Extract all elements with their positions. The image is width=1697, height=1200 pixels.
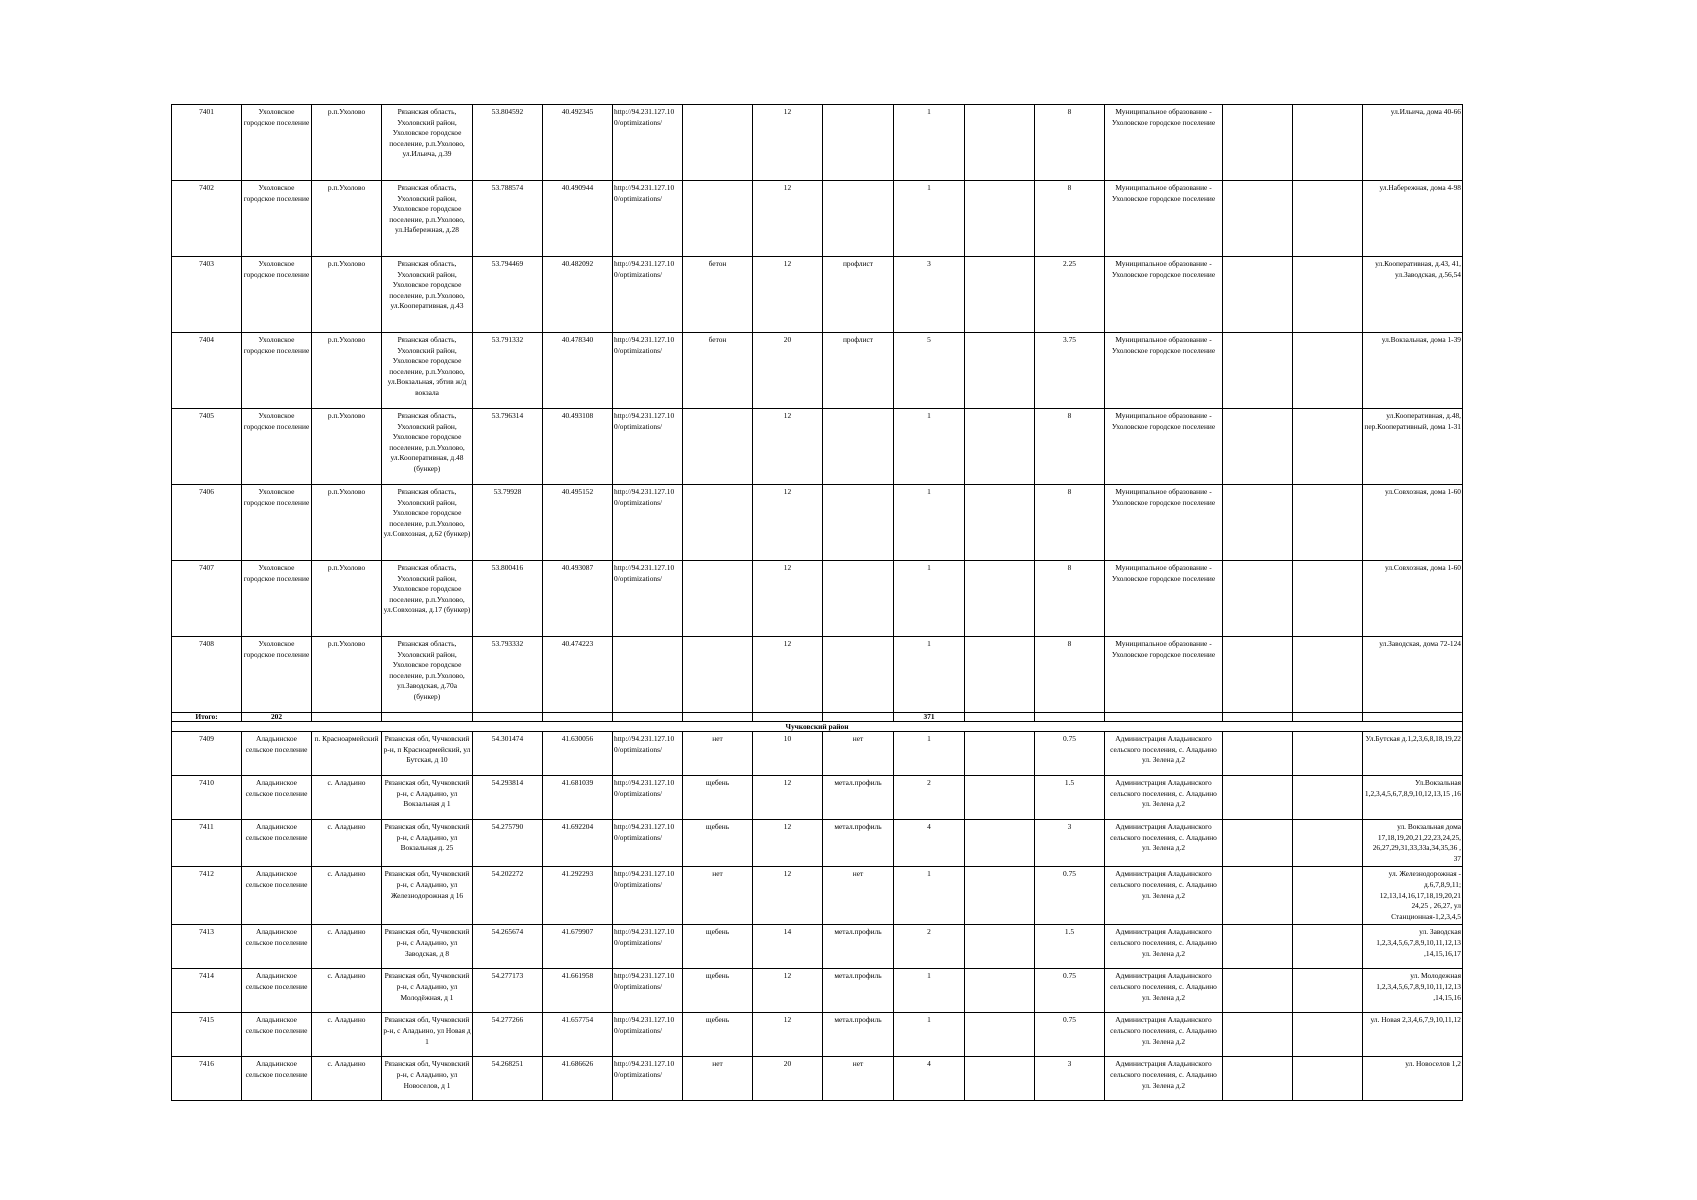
cell-served-objects: Ул.Бутская д.1,2,3,6,8,18,19,22 xyxy=(1363,732,1463,776)
cell-fence xyxy=(823,485,894,561)
cell-owner: Администрация Аладьинского сельского поселения, с. Аладьино ул. Зелена д.2 xyxy=(1105,969,1223,1013)
cell-settlement: Ухоловское городское поселение xyxy=(242,637,312,713)
cell-address: Рязанская область, Ухоловский район, Ухоловское городское поселение, р.п.Ухолово, ул.Совхозная, д.17 (бункер) xyxy=(382,561,473,637)
cell-link: http://94.231.127.10 0/optimizations/ xyxy=(613,969,683,1013)
cell-longitude: 41.681039 xyxy=(543,776,613,820)
cell-longitude: 40.490944 xyxy=(543,181,613,257)
cell-locality: р.п.Ухолово xyxy=(312,333,382,409)
cell-id: 7416 xyxy=(172,1057,242,1101)
cell-served-objects: ул. Заводская 1,2,3,4,5,6,7,8,9,10,11,12,13 ,14,15,16,17 xyxy=(1363,925,1463,969)
cell-fence: метал.профиль xyxy=(823,1013,894,1057)
cell-base: нет xyxy=(683,732,753,776)
cell-owner: Муниципальное образование - Ухоловское городское поселение xyxy=(1105,333,1223,409)
cell-empty-16 xyxy=(1293,969,1363,1013)
cell-link: http://94.231.127.10 0/optimizations/ xyxy=(613,732,683,776)
cell-base: бетон xyxy=(683,333,753,409)
cell-address: Рязанская обл, Чучковский р-н, с Аладьино, ул Новоселов, д 1 xyxy=(382,1057,473,1101)
cell-served-objects: ул.Совхозная, дома 1-60 xyxy=(1363,561,1463,637)
cell-served-objects: ул.Заводская, дома 72-124 xyxy=(1363,637,1463,713)
cell-empty-15 xyxy=(1223,732,1293,776)
table-row xyxy=(172,1013,1463,1057)
cell-owner: Администрация Аладьинского сельского поселения, с. Аладьино ул. Зелена д.2 xyxy=(1105,776,1223,820)
cell-longitude: 40.482092 xyxy=(543,257,613,333)
cell-latitude: 53.793332 xyxy=(473,637,543,713)
cell-served-objects: ул.Кооперативная, д.48, пер.Кооперативный, дома 1-31 xyxy=(1363,409,1463,485)
cell-volume: 3 xyxy=(1035,1057,1105,1101)
cell-empty-15 xyxy=(1223,333,1293,409)
cell-latitude: 53.79928 xyxy=(473,485,543,561)
cell-locality: с. Аладьино xyxy=(312,1057,382,1101)
cell-empty-12 xyxy=(965,732,1035,776)
cell-longitude: 40.493087 xyxy=(543,561,613,637)
cell-base xyxy=(683,485,753,561)
cell-served-objects: ул. Новая 2,3,4,6,7,9,10,11,12 xyxy=(1363,1013,1463,1057)
cell-owner: Администрация Аладьинского сельского поселения, с. Аладьино ул. Зелена д.2 xyxy=(1105,925,1223,969)
cell-containers: 1 xyxy=(894,105,965,181)
cell-containers: 1 xyxy=(894,561,965,637)
cell-link: http://94.231.127.10 0/optimizations/ xyxy=(613,181,683,257)
cell-base: щебень xyxy=(683,1013,753,1057)
cell-empty-12 xyxy=(965,820,1035,867)
cell-link: http://94.231.127.10 0/optimizations/ xyxy=(613,485,683,561)
cell-empty-15 xyxy=(1223,969,1293,1013)
cell-fence: нет xyxy=(823,732,894,776)
ukholovo-rows xyxy=(172,105,1463,713)
cell-area: 12 xyxy=(753,409,823,485)
cell-empty-12 xyxy=(965,969,1035,1013)
cell-longitude: 40.478340 xyxy=(543,333,613,409)
cell-served-objects: ул.Совхозная, дома 1-60 xyxy=(1363,485,1463,561)
cell-containers: 1 xyxy=(894,485,965,561)
cell-area: 20 xyxy=(753,1057,823,1101)
cell-owner: Администрация Аладьинского сельского поселения, с. Аладьино ул. Зелена д.2 xyxy=(1105,1013,1223,1057)
cell-containers: 1 xyxy=(894,867,965,925)
cell-containers: 1 xyxy=(894,969,965,1013)
cell-served-objects: ул. Молодежная 1,2,3,4,5,6,7,8,9,10,11,12,13 ,14,15,16 xyxy=(1363,969,1463,1013)
cell-link: http://94.231.127.10 0/optimizations/ xyxy=(613,409,683,485)
cell-base: щебень xyxy=(683,969,753,1013)
cell-locality: р.п.Ухолово xyxy=(312,637,382,713)
cell-empty-16 xyxy=(1293,485,1363,561)
cell-served-objects: ул. Железнодорожная - д.6,7,8,9,11; 12,13,14,16,17,18,19,20,21 24,25 , 26,27, ул Станционная-1,2,3,4,5 xyxy=(1363,867,1463,925)
cell-containers: 1 xyxy=(894,732,965,776)
cell-empty-15 xyxy=(1223,181,1293,257)
table-row xyxy=(172,409,1463,485)
cell-served-objects: ул.Кооперативная, д.43, 41, ул.Заводская, д.56,54 xyxy=(1363,257,1463,333)
cell-area: 12 xyxy=(753,257,823,333)
cell-containers: 1 xyxy=(894,1013,965,1057)
cell-owner: Муниципальное образование - Ухоловское городское поселение xyxy=(1105,181,1223,257)
cell-volume: 0.75 xyxy=(1035,867,1105,925)
cell-id: 7403 xyxy=(172,257,242,333)
cell-volume: 8 xyxy=(1035,561,1105,637)
cell-empty-15 xyxy=(1223,776,1293,820)
table-row xyxy=(172,820,1463,867)
cell-fence: профлист xyxy=(823,257,894,333)
cell-latitude: 54.265674 xyxy=(473,925,543,969)
district-name: Чучковский район xyxy=(172,722,1463,732)
cell-address: Рязанская область, Ухоловский район, Ухоловское городское поселение, р.п.Ухолово, ул.Ильича, д.39 xyxy=(382,105,473,181)
cell-owner: Муниципальное образование - Ухоловское городское поселение xyxy=(1105,485,1223,561)
cell-empty-12 xyxy=(965,181,1035,257)
cell-empty-12 xyxy=(965,333,1035,409)
cell-settlement: Аладьинское сельское поселение xyxy=(242,867,312,925)
cell-fence xyxy=(823,637,894,713)
cell-empty-16 xyxy=(1293,257,1363,333)
cell-area: 20 xyxy=(753,333,823,409)
cell-containers: 1 xyxy=(894,637,965,713)
cell-settlement: Ухоловское городское поселение xyxy=(242,333,312,409)
cell-longitude: 41.692204 xyxy=(543,820,613,867)
cell-address: Рязанская обл, Чучковский р-н, с Аладьино, ул Железнодорожная д 16 xyxy=(382,867,473,925)
cell-empty-12 xyxy=(965,105,1035,181)
table-row xyxy=(172,867,1463,925)
cell-link: http://94.231.127.10 0/optimizations/ xyxy=(613,776,683,820)
cell-id: 7406 xyxy=(172,485,242,561)
cell-latitude: 53.796314 xyxy=(473,409,543,485)
cell-empty-16 xyxy=(1293,732,1363,776)
cell-owner: Администрация Аладьинского сельского поселения, с. Аладьино ул. Зелена д.2 xyxy=(1105,867,1223,925)
table-row xyxy=(172,925,1463,969)
cell-fence: метал.профиль xyxy=(823,776,894,820)
cell-empty-12 xyxy=(965,409,1035,485)
cell-latitude: 53.804592 xyxy=(473,105,543,181)
table-row xyxy=(172,333,1463,409)
cell-locality: р.п.Ухолово xyxy=(312,561,382,637)
cell-settlement: Аладьинское сельское поселение xyxy=(242,732,312,776)
cell-served-objects: Ул.Вокзальная 1,2,3,4,5,6,7,8,9,10,12,13,15 ,16 xyxy=(1363,776,1463,820)
cell-longitude: 40.493108 xyxy=(543,409,613,485)
cell-settlement: Ухоловское городское поселение xyxy=(242,409,312,485)
cell-empty-15 xyxy=(1223,105,1293,181)
cell-area: 10 xyxy=(753,732,823,776)
cell-area: 12 xyxy=(753,105,823,181)
cell-volume: 8 xyxy=(1035,181,1105,257)
cell-containers: 4 xyxy=(894,1057,965,1101)
cell-served-objects: ул.Набережная, дома 4-98 xyxy=(1363,181,1463,257)
cell-base: щебень xyxy=(683,925,753,969)
table-row xyxy=(172,732,1463,776)
cell-longitude: 41.630056 xyxy=(543,732,613,776)
cell-id: 7405 xyxy=(172,409,242,485)
cell-empty-15 xyxy=(1223,1013,1293,1057)
cell-empty-12 xyxy=(965,257,1035,333)
cell-containers: 5 xyxy=(894,333,965,409)
cell-owner: Администрация Аладьинского сельского поселения, с. Аладьино ул. Зелена д.2 xyxy=(1105,732,1223,776)
cell-base: нет xyxy=(683,867,753,925)
cell-id: 7404 xyxy=(172,333,242,409)
cell-id: 7415 xyxy=(172,1013,242,1057)
cell-settlement: Ухоловское городское поселение xyxy=(242,257,312,333)
cell-area: 12 xyxy=(753,1013,823,1057)
cell-locality: р.п.Ухолово xyxy=(312,409,382,485)
cell-latitude: 53.800416 xyxy=(473,561,543,637)
cell-latitude: 54.277173 xyxy=(473,969,543,1013)
cell-settlement: Аладьинское сельское поселение xyxy=(242,820,312,867)
cell-volume: 8 xyxy=(1035,409,1105,485)
cell-area: 12 xyxy=(753,820,823,867)
cell-longitude: 41.686626 xyxy=(543,1057,613,1101)
cell-longitude: 41.292293 xyxy=(543,867,613,925)
cell-empty-12 xyxy=(965,1013,1035,1057)
cell-longitude: 40.492345 xyxy=(543,105,613,181)
cell-locality: р.п.Ухолово xyxy=(312,105,382,181)
cell-fence: метал.профиль xyxy=(823,969,894,1013)
cell-latitude: 54.275790 xyxy=(473,820,543,867)
cell-empty-12 xyxy=(965,867,1035,925)
cell-link: http://94.231.127.10 0/optimizations/ xyxy=(613,925,683,969)
cell-link xyxy=(613,637,683,713)
cell-link: http://94.231.127.10 0/optimizations/ xyxy=(613,561,683,637)
cell-settlement: Ухоловское городское поселение xyxy=(242,181,312,257)
cell-empty-15 xyxy=(1223,257,1293,333)
cell-id: 7412 xyxy=(172,867,242,925)
total-label: Итого: xyxy=(172,713,242,722)
cell-volume: 3.75 xyxy=(1035,333,1105,409)
cell-latitude: 54.202272 xyxy=(473,867,543,925)
cell-address: Рязанская обл, Чучковский р-н, п Красноармейский, ул Бутская, д 10 xyxy=(382,732,473,776)
cell-settlement: Аладьинское сельское поселение xyxy=(242,925,312,969)
cell-id: 7413 xyxy=(172,925,242,969)
cell-latitude: 53.794469 xyxy=(473,257,543,333)
cell-address: Рязанская обл, Чучковский р-н, с Аладьино, ул Вокзальная д. 25 xyxy=(382,820,473,867)
waste-sites-table xyxy=(171,104,1463,1101)
cell-fence xyxy=(823,181,894,257)
cell-area: 12 xyxy=(753,485,823,561)
cell-empty-15 xyxy=(1223,485,1293,561)
cell-longitude: 41.661958 xyxy=(543,969,613,1013)
cell-link: http://94.231.127.10 0/optimizations/ xyxy=(613,1013,683,1057)
cell-base: бетон xyxy=(683,257,753,333)
cell-id: 7414 xyxy=(172,969,242,1013)
cell-settlement: Аладьинское сельское поселение xyxy=(242,1057,312,1101)
cell-locality: с. Аладьино xyxy=(312,1013,382,1057)
cell-volume: 1.5 xyxy=(1035,776,1105,820)
cell-empty-12 xyxy=(965,925,1035,969)
cell-served-objects: ул. Вокзальная дома 17,18,19,20,21,22,23,24,25, 26,27,29,31,33,33а,34,35,36 , 37 xyxy=(1363,820,1463,867)
cell-latitude: 54.301474 xyxy=(473,732,543,776)
cell-address: Рязанская область, Ухоловский район, Ухоловское городское поселение, р.п.Ухолово, ул.Кооперативная, д.43 xyxy=(382,257,473,333)
cell-volume: 0.75 xyxy=(1035,969,1105,1013)
cell-area: 12 xyxy=(753,561,823,637)
cell-base: щебень xyxy=(683,776,753,820)
cell-volume: 2.25 xyxy=(1035,257,1105,333)
cell-address: Рязанская область, Ухоловский район, Ухоловское городское поселение, р.п.Ухолово, ул.Набережная, д.28 xyxy=(382,181,473,257)
cell-empty-16 xyxy=(1293,1013,1363,1057)
cell-empty-12 xyxy=(965,1057,1035,1101)
cell-area: 14 xyxy=(753,925,823,969)
cell-latitude: 54.293814 xyxy=(473,776,543,820)
cell-empty-15 xyxy=(1223,409,1293,485)
cell-containers: 1 xyxy=(894,409,965,485)
cell-empty-12 xyxy=(965,485,1035,561)
cell-address: Рязанская обл, Чучковский р-н, с Аладьино, ул Вокзальная д 1 xyxy=(382,776,473,820)
table-row xyxy=(172,776,1463,820)
cell-empty-12 xyxy=(965,637,1035,713)
table-row xyxy=(172,181,1463,257)
cell-empty-16 xyxy=(1293,776,1363,820)
cell-volume: 3 xyxy=(1035,820,1105,867)
table-row xyxy=(172,257,1463,333)
cell-fence xyxy=(823,561,894,637)
cell-owner: Администрация Аладьинского сельского поселения, с. Аладьино ул. Зелена д.2 xyxy=(1105,820,1223,867)
cell-volume: 8 xyxy=(1035,637,1105,713)
cell-empty-15 xyxy=(1223,637,1293,713)
cell-fence: метал.профиль xyxy=(823,925,894,969)
cell-owner: Муниципальное образование - Ухоловское городское поселение xyxy=(1105,257,1223,333)
cell-base xyxy=(683,637,753,713)
cell-owner: Муниципальное образование - Ухоловское городское поселение xyxy=(1105,637,1223,713)
cell-empty-16 xyxy=(1293,105,1363,181)
cell-owner: Администрация Аладьинского сельского поселения, с. Аладьино ул. Зелена д.2 xyxy=(1105,1057,1223,1101)
cell-empty-16 xyxy=(1293,333,1363,409)
cell-fence: профлист xyxy=(823,333,894,409)
cell-area: 12 xyxy=(753,867,823,925)
cell-longitude: 41.657754 xyxy=(543,1013,613,1057)
cell-fence xyxy=(823,105,894,181)
cell-link: http://94.231.127.10 0/optimizations/ xyxy=(613,1057,683,1101)
cell-empty-16 xyxy=(1293,181,1363,257)
cell-fence xyxy=(823,409,894,485)
totals-section xyxy=(172,713,1463,732)
cell-latitude: 53.791332 xyxy=(473,333,543,409)
cell-area: 12 xyxy=(753,776,823,820)
cell-id: 7408 xyxy=(172,637,242,713)
cell-settlement: Аладьинское сельское поселение xyxy=(242,969,312,1013)
cell-locality: р.п.Ухолово xyxy=(312,257,382,333)
cell-empty-16 xyxy=(1293,1057,1363,1101)
cell-id: 7410 xyxy=(172,776,242,820)
cell-locality: с. Аладьино xyxy=(312,925,382,969)
table-row xyxy=(172,485,1463,561)
cell-served-objects: ул.Ильича, дома 40-66 xyxy=(1363,105,1463,181)
cell-locality: с. Аладьино xyxy=(312,820,382,867)
district-header-row xyxy=(172,722,1463,732)
cell-empty-16 xyxy=(1293,637,1363,713)
cell-fence: нет xyxy=(823,867,894,925)
cell-empty-15 xyxy=(1223,1057,1293,1101)
total-count: 202 xyxy=(242,713,312,722)
cell-area: 12 xyxy=(753,637,823,713)
cell-locality: п. Красноармейский xyxy=(312,732,382,776)
cell-volume: 1.5 xyxy=(1035,925,1105,969)
cell-address: Рязанская область, Ухоловский район, Ухоловское городское поселение, р.п.Ухолово, ул.Вокзальная, збтив ж/д вокзала xyxy=(382,333,473,409)
cell-locality: р.п.Ухолово xyxy=(312,181,382,257)
cell-locality: с. Аладьино xyxy=(312,776,382,820)
cell-settlement: Ухоловское городское поселение xyxy=(242,561,312,637)
cell-address: Рязанская обл, Чучковский р-н, с Аладьино, ул Молодёжная, д 1 xyxy=(382,969,473,1013)
cell-volume: 8 xyxy=(1035,105,1105,181)
cell-latitude: 54.268251 xyxy=(473,1057,543,1101)
cell-volume: 8 xyxy=(1035,485,1105,561)
cell-settlement: Ухоловское городское поселение xyxy=(242,485,312,561)
cell-base xyxy=(683,409,753,485)
cell-empty-16 xyxy=(1293,867,1363,925)
cell-empty-16 xyxy=(1293,409,1363,485)
cell-base xyxy=(683,105,753,181)
cell-id: 7407 xyxy=(172,561,242,637)
table-row xyxy=(172,969,1463,1013)
cell-served-objects: ул. Новоселов 1,2 xyxy=(1363,1057,1463,1101)
cell-latitude: 53.788574 xyxy=(473,181,543,257)
table-row xyxy=(172,561,1463,637)
cell-empty-12 xyxy=(965,776,1035,820)
cell-locality: с. Аладьино xyxy=(312,969,382,1013)
cell-empty-16 xyxy=(1293,925,1363,969)
cell-containers: 4 xyxy=(894,820,965,867)
cell-empty-15 xyxy=(1223,820,1293,867)
cell-empty-15 xyxy=(1223,925,1293,969)
cell-address: Рязанская область, Ухоловский район, Ухоловское городское поселение, р.п.Ухолово, ул.Совхозная, д.62 (бункер) xyxy=(382,485,473,561)
cell-address: Рязанская область, Ухоловский район, Ухоловское городское поселение, р.п.Ухолово, ул.Заводская, д.70а (бункер) xyxy=(382,637,473,713)
cell-fence: нет xyxy=(823,1057,894,1101)
cell-served-objects: ул.Вокзальная, дома 1-39 xyxy=(1363,333,1463,409)
table-row xyxy=(172,637,1463,713)
cell-base xyxy=(683,561,753,637)
cell-address: Рязанская обл, Чучковский р-н, с Аладьино, ул Заводская, д 8 xyxy=(382,925,473,969)
cell-empty-15 xyxy=(1223,561,1293,637)
cell-base: щебень xyxy=(683,820,753,867)
total-containers: 371 xyxy=(894,713,965,722)
cell-id: 7402 xyxy=(172,181,242,257)
cell-owner: Муниципальное образование - Ухоловское городское поселение xyxy=(1105,105,1223,181)
cell-owner: Муниципальное образование - Ухоловское городское поселение xyxy=(1105,409,1223,485)
cell-volume: 0.75 xyxy=(1035,1013,1105,1057)
cell-longitude: 40.474223 xyxy=(543,637,613,713)
cell-id: 7411 xyxy=(172,820,242,867)
cell-empty-16 xyxy=(1293,561,1363,637)
cell-empty-15 xyxy=(1223,867,1293,925)
cell-id: 7401 xyxy=(172,105,242,181)
cell-area: 12 xyxy=(753,181,823,257)
cell-address: Рязанская область, Ухоловский район, Ухоловское городское поселение, р.п.Ухолово, ул.Кооперативная, д.48 (бункер) xyxy=(382,409,473,485)
cell-empty-16 xyxy=(1293,820,1363,867)
cell-settlement: Аладьинское сельское поселение xyxy=(242,1013,312,1057)
cell-settlement: Ухоловское городское поселение xyxy=(242,105,312,181)
registry-sheet xyxy=(171,104,1462,1101)
cell-locality: р.п.Ухолово xyxy=(312,485,382,561)
chuchkovo-rows xyxy=(172,732,1463,1101)
table-row xyxy=(172,105,1463,181)
cell-link: http://94.231.127.10 0/optimizations/ xyxy=(613,105,683,181)
cell-containers: 2 xyxy=(894,925,965,969)
cell-volume: 0.75 xyxy=(1035,732,1105,776)
cell-longitude: 40.495152 xyxy=(543,485,613,561)
cell-fence: метал.профиль xyxy=(823,820,894,867)
cell-link: http://94.231.127.10 0/optimizations/ xyxy=(613,820,683,867)
cell-link: http://94.231.127.10 0/optimizations/ xyxy=(613,867,683,925)
table-row xyxy=(172,1057,1463,1101)
cell-area: 12 xyxy=(753,969,823,1013)
cell-containers: 1 xyxy=(894,181,965,257)
cell-containers: 3 xyxy=(894,257,965,333)
cell-base: нет xyxy=(683,1057,753,1101)
cell-address: Рязанская обл, Чучковский р-н, с Аладьино, ул Новая д 1 xyxy=(382,1013,473,1057)
cell-empty-12 xyxy=(965,561,1035,637)
cell-locality: с. Аладьино xyxy=(312,867,382,925)
cell-link: http://94.231.127.10 0/optimizations/ xyxy=(613,257,683,333)
cell-base xyxy=(683,181,753,257)
cell-longitude: 41.679907 xyxy=(543,925,613,969)
cell-id: 7409 xyxy=(172,732,242,776)
cell-containers: 2 xyxy=(894,776,965,820)
cell-settlement: Аладьинское сельское поселение xyxy=(242,776,312,820)
cell-owner: Муниципальное образование - Ухоловское городское поселение xyxy=(1105,561,1223,637)
cell-latitude: 54.277266 xyxy=(473,1013,543,1057)
cell-link: http://94.231.127.10 0/optimizations/ xyxy=(613,333,683,409)
total-row xyxy=(172,713,1463,722)
